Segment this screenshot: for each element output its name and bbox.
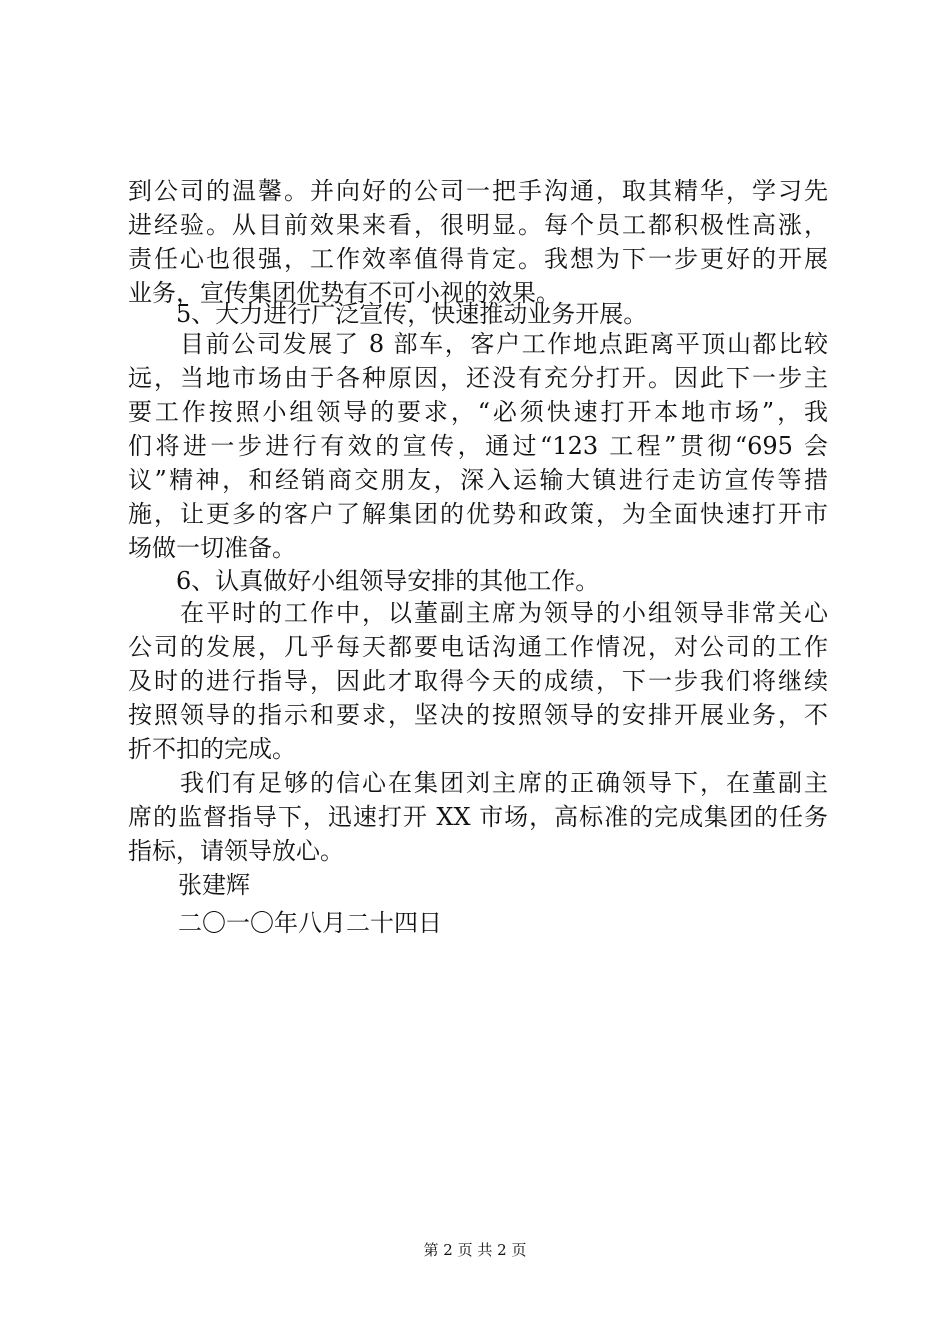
paragraph-line: 场做一切准备。 — [128, 534, 296, 562]
paragraph-line: 施，让更多的客户了解集团的优势和政策，为全面快速打开市 — [128, 500, 828, 528]
paragraph-line: 远，当地市场由于各种原因，还没有充分打开。因此下一步主 — [128, 364, 828, 392]
paragraph-line: 议”精神，和经销商交朋友，深入运输大镇进行走访宣传等措 — [128, 466, 828, 494]
signature: 张建辉 — [178, 871, 250, 899]
paragraph-line: 业务，宣传集团优势有不可小视的效果。 — [128, 279, 560, 307]
section-heading: 5、大力进行广泛宣传，快速推动业务开展。 — [176, 300, 648, 328]
paragraph-line: 们将进一步进行有效的宣传，通过“123 工程”贯彻“695 会 — [128, 432, 828, 460]
section-heading: 6、认真做好小组领导安排的其他工作。 — [176, 567, 600, 595]
paragraph-line: 指标，请领导放心。 — [128, 837, 344, 865]
paragraph-line: 按照领导的指示和要求，坚决的按照领导的安排开展业务，不 — [128, 701, 828, 729]
paragraph-line: 我们有足够的信心在集团刘主席的正确领导下，在董副主 — [180, 769, 828, 797]
paragraph-line: 在平时的工作中，以董副主席为领导的小组领导非常关心 — [180, 599, 828, 627]
paragraph-line: 责任心也很强，工作效率值得肯定。我想为下一步更好的开展 — [128, 245, 828, 273]
paragraph-line: 要工作按照小组领导的要求，“必须快速打开本地市场”，我 — [128, 398, 828, 426]
paragraph-line: 进经验。从目前效果来看，很明显。每个员工都积极性高涨， — [128, 211, 828, 239]
paragraph-line: 折不扣的完成。 — [128, 735, 296, 763]
paragraph-line: 席的监督指导下，迅速打开 XX 市场，高标准的完成集团的任务 — [128, 803, 828, 831]
document-date: 二〇一〇年八月二十四日 — [178, 909, 442, 937]
paragraph-line: 到公司的温馨。并向好的公司一把手沟通，取其精华，学习先 — [128, 177, 828, 205]
paragraph-line: 目前公司发展了 8 部车，客户工作地点距离平顶山都比较 — [180, 330, 828, 358]
page-number-footer: 第 2 页 共 2 页 — [423, 1241, 527, 1259]
paragraph-line: 及时的进行指导，因此才取得今天的成绩，下一步我们将继续 — [128, 667, 828, 695]
paragraph-line: 公司的发展，几乎每天都要电话沟通工作情况，对公司的工作 — [128, 633, 828, 661]
